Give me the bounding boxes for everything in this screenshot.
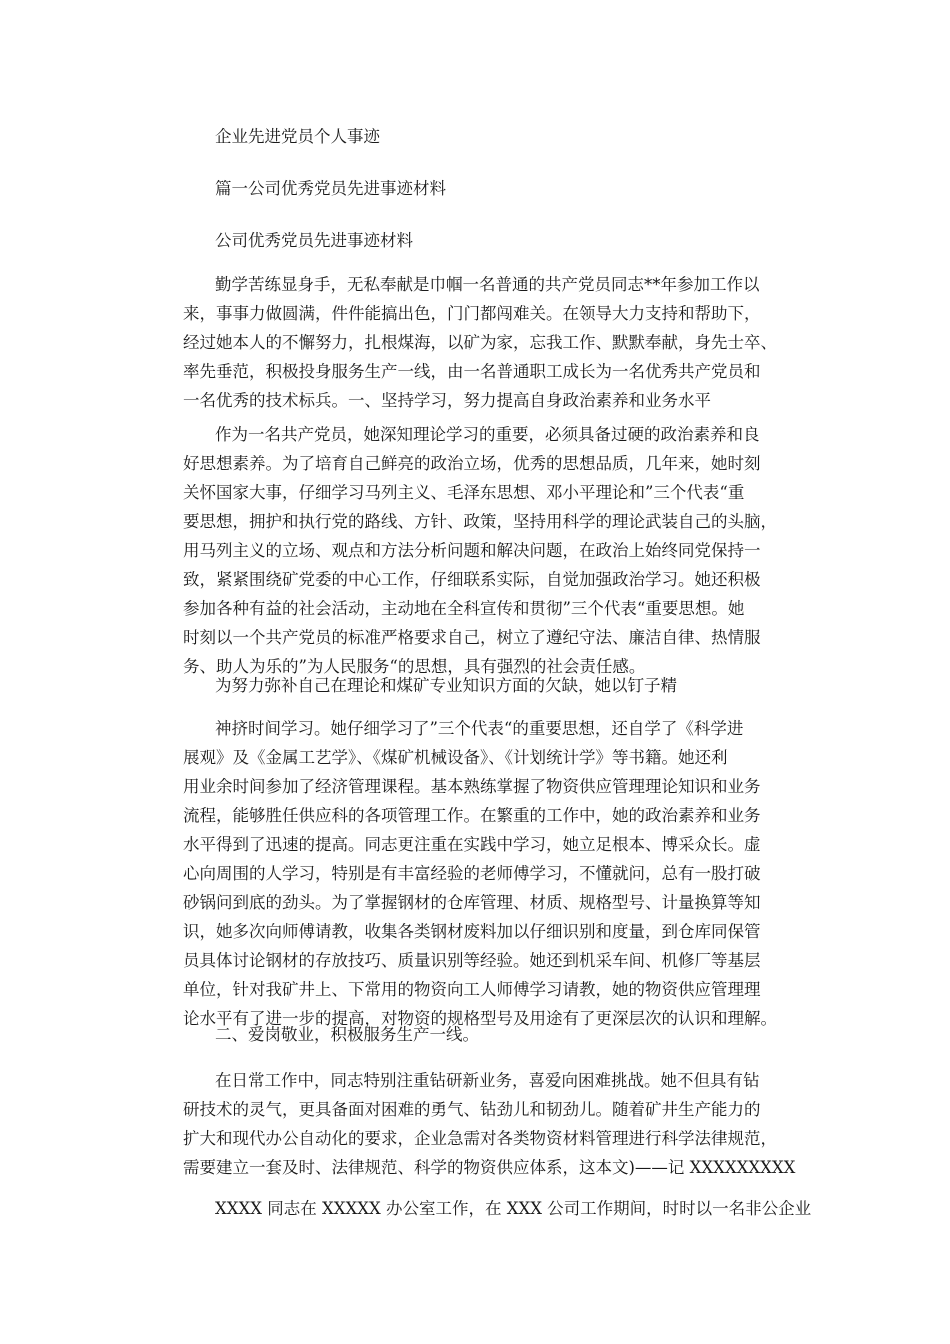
paragraph-3: 为努力弥补自己在理论和煤矿专业知识方面的欠缺，她以钉子精 xyxy=(215,676,677,695)
text-line: 员具体讨论钢材的存放技巧、质量识别等经验。她还到机采车间、机修厂等基层 xyxy=(183,951,761,970)
text-line: 经过她本人的不懈努力，扎根煤海，以矿为家，忘我工作、默默奉献，身先士卒、 xyxy=(183,333,777,352)
text-line: 务、助人为乐的”为人民服务“的思想，具有强烈的社会责任感。 xyxy=(183,657,646,676)
text-line: 要思想，拥护和执行党的路线、方针、政策，坚持用科学的理论武装自己的头脑， xyxy=(183,512,777,531)
text-line: 在日常工作中，同志特别注重钻研新业务，喜爱向困难挑战。她不但具有钻 xyxy=(215,1071,760,1090)
paragraph-4 xyxy=(183,714,783,1033)
text-line: 致，紧紧围绕矿党委的中心工作，仔细联系实际，自觉加强政治学习。她还积极 xyxy=(183,570,761,589)
text-line: 时刻以一个共产党员的标准严格要求自己，树立了遵纪守法、廉洁自律、热情服 xyxy=(183,628,761,647)
text-line: 关怀国家大事，仔细学习马列主义、毛泽东思想、邓小平理论和”三个代表“重 xyxy=(183,483,745,502)
article-title: 公司优秀党员先进事迹材料 xyxy=(215,231,413,250)
paragraph-6 xyxy=(183,1066,796,1182)
text-line: 来，事事力做圆满，件件能搞出色，门门都闯难关。在领导大力支持和帮助下， xyxy=(183,304,761,323)
text-line: 率先垂范，积极投身服务生产一线，由一名普通职工成长为一名优秀共产党员和 xyxy=(183,362,761,381)
text-line: 砂锅问到底的劲头。为了掌握钢材的仓库管理、材质、规格型号、计量换算等知 xyxy=(183,893,761,912)
text-line: 流程，能够胜任供应科的各项管理工作。在繁重的工作中，她的政治素养和业务 xyxy=(183,806,761,825)
text-line: 作为一名共产党员，她深知理论学习的重要，必须具备过硬的政治素养和良 xyxy=(215,425,760,444)
text-line: 勤学苦练显身手，无私奉献是巾帼一名普通的共产党员同志**年参加工作以 xyxy=(215,275,760,294)
text-line: 用马列主义的立场、观点和方法分析问题和解决问题，在政治上始终同党保持一 xyxy=(183,541,761,560)
section-title: 篇一公司优秀党员先进事迹材料 xyxy=(215,179,446,198)
text-line: 研技术的灵气，更具备面对困难的勇气、钻劲儿和韧劲儿。随着矿井生产能力的 xyxy=(183,1100,761,1119)
text-line: 展观》及《金属工艺学》、《煤矿机械设备》、《计划统计学》等书籍。她还利 xyxy=(183,748,728,767)
text-line: 论水平有了进一步的提高，对物资的规格型号及用途有了更深层次的认识和理解。 xyxy=(183,1009,777,1028)
text-line: 单位，针对我矿井上、下常用的物资向工人师傅学习请教，她的物资供应管理理 xyxy=(183,980,761,999)
text-line: 参加各种有益的社会活动，主动地在全科宣传和贯彻”三个代表“重要思想。她 xyxy=(183,599,745,618)
text-line: 识，她多次向师傅请教，收集各类钢材废料加以仔细识别和度量，到仓库同保管 xyxy=(183,922,761,941)
text-line: 心向周围的人学习，特别是有丰富经验的老师傅学习，不懂就问，总有一股打破 xyxy=(183,864,761,883)
document-title: 企业先进党员个人事迹 xyxy=(215,127,380,146)
paragraph-1 xyxy=(183,270,783,415)
text-line: 扩大和现代办公自动化的要求，企业急需对各类物资材料管理进行科学法律规范， xyxy=(183,1129,777,1148)
text-line: 好思想素养。为了培育自己鲜亮的政治立场，优秀的思想品质，几年来，她时刻 xyxy=(183,454,761,473)
paragraph-5: 二、爱岗敬业，积极服务生产一线。 xyxy=(215,1025,479,1044)
text-line: 神挤时间学习。她仔细学习了”三个代表“的重要思想，还自学了《科学进 xyxy=(215,719,744,738)
text-line: 一名优秀的技术标兵。一、坚持学习，努力提高自身政治素养和业务水平 xyxy=(183,391,711,410)
text-line: 用业余时间参加了经济管理课程。基本熟练掌握了物资供应管理理论知识和业务 xyxy=(183,777,761,796)
paragraph-7: XXXX 同志在 XXXXX 办公室工作，在 XXX 公司工作期间，时时以一名非公企业 xyxy=(215,1199,812,1218)
text-line: 需要建立一套及时、法律规范、科学的物资供应体系，这本文)——记 XXXXXXXXX xyxy=(183,1158,796,1177)
paragraph-2 xyxy=(183,420,783,681)
text-line: 水平得到了迅速的提高。同志更注重在实践中学习，她立足根本、博采众长。虚 xyxy=(183,835,761,854)
